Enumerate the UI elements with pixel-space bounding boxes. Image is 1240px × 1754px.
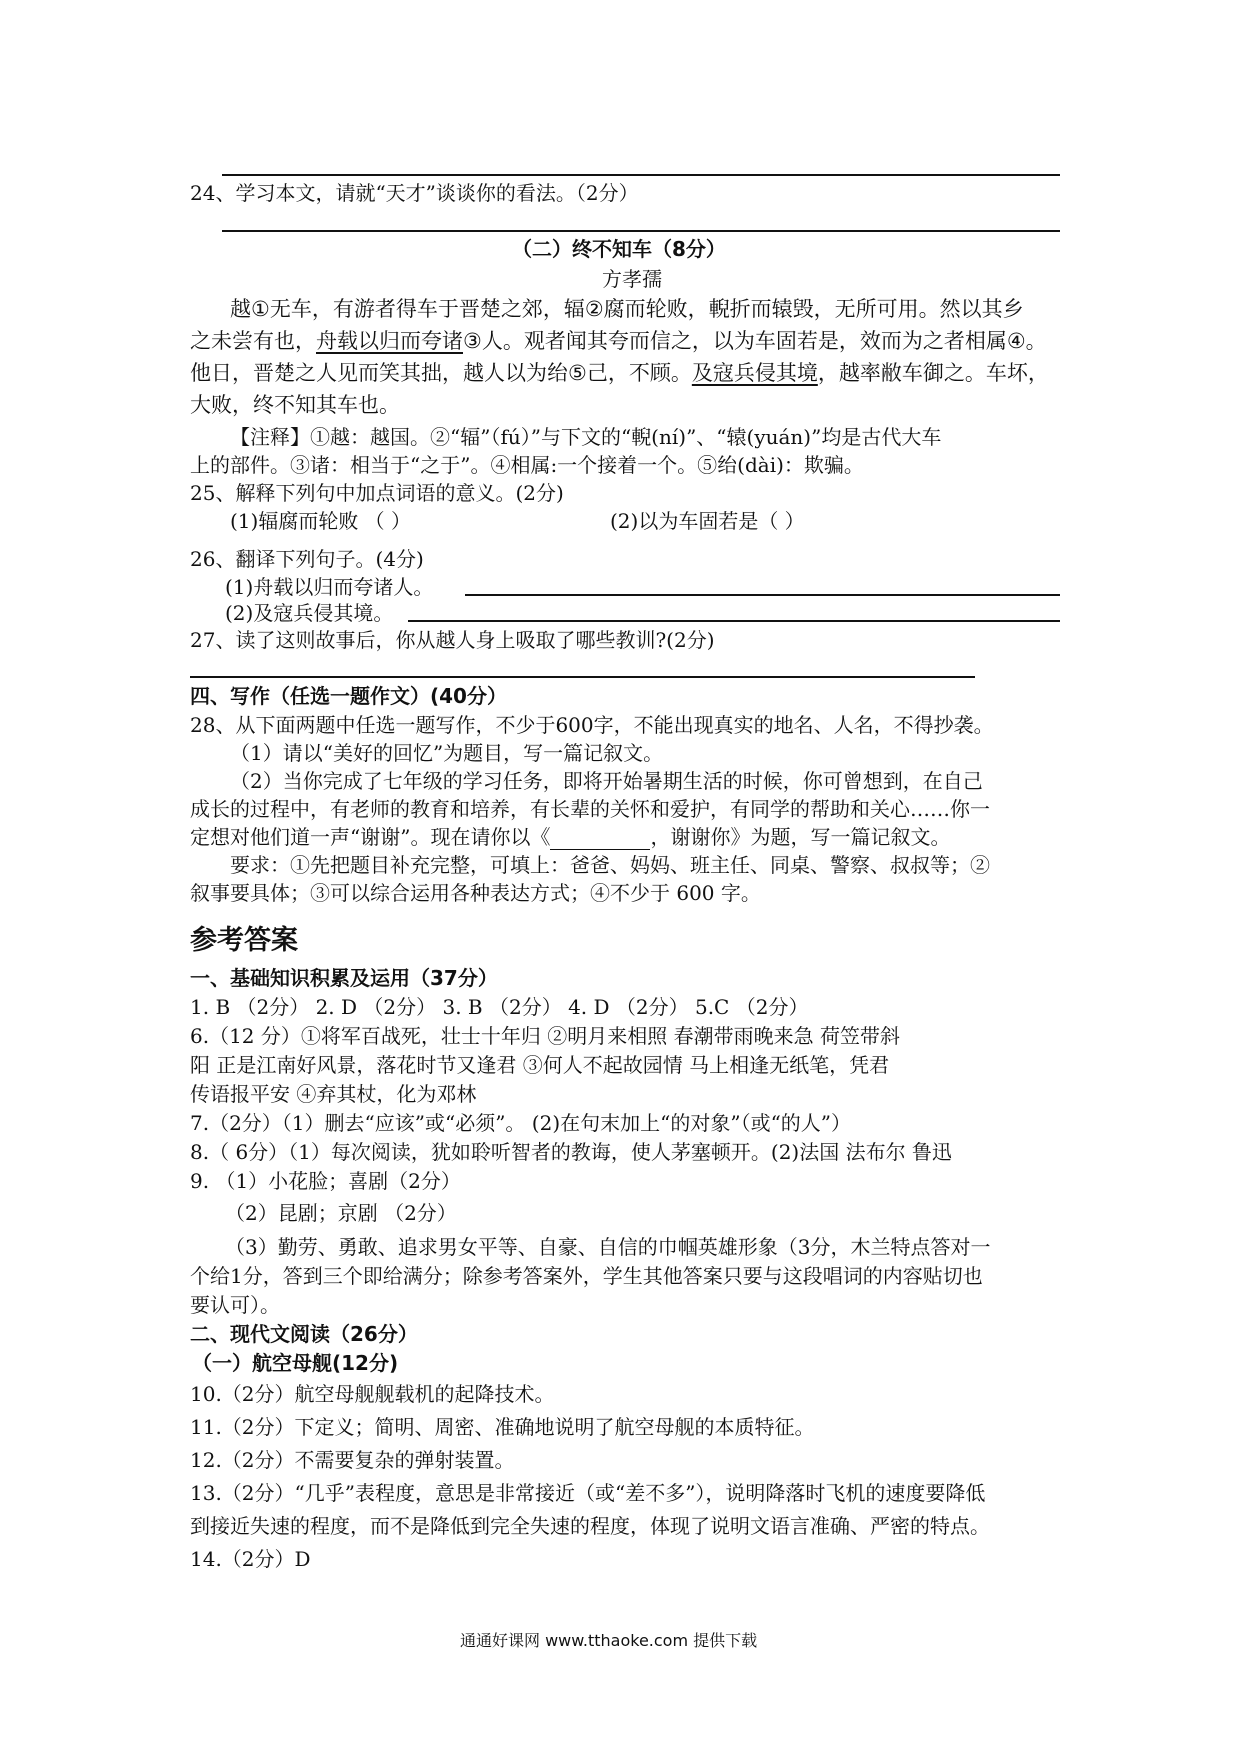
underlined-phrase: 及寇兵侵其境 xyxy=(691,361,818,385)
answer-line-text: 8.（ 6分）（1）每次阅读，犹如聆听智者的教诲，使人茅塞顿开。(2)法国 法布尔 鲁迅 xyxy=(190,1140,952,1164)
answer-line-text: 1. B （2分） 2. D （2分） 3. B （2分） 4. D （2分） 5.C （2分） xyxy=(190,995,809,1019)
section-title: 二、现代文阅读（26分） xyxy=(190,1322,418,1346)
passage-line: 他日，晋楚之人见而笑其拙，越人以为绐⑤己，不顾。及寇兵侵其境，越率敝车御之。车坏， xyxy=(190,361,1049,385)
question-26-item: (2)及寇兵侵其境。 xyxy=(225,601,394,625)
answer-line-text: 9. （1）小花脸；喜剧（2分） xyxy=(190,1169,461,1193)
section-title: 四、写作（任选一题作文）(40分） xyxy=(190,684,507,708)
passage-title: （二）终不知车（8分） xyxy=(512,237,726,261)
question-26-item: (1)舟载以归而夸诸人。 xyxy=(225,575,434,599)
answer-line-text: 12.（2分）不需要复杂的弹射装置。 xyxy=(190,1448,515,1472)
answer-line-text: 传语报平安 ④弃其杖，化为邓林 xyxy=(190,1082,477,1106)
underlined-phrase: 舟载以归而夸诸 xyxy=(316,329,463,353)
writing-requirement: 要求：①先把题目补充完整，可填上：爸爸、妈妈、班主任、同桌、警察、叔叔等；② xyxy=(230,853,990,877)
annotation: 上的部件。③诸：相当于“之于”。④相属:一个接着一个。⑤绐(dài)：欺骗。 xyxy=(190,453,864,477)
answer-line-text: （3）勤劳、勇敢、追求男女平等、自豪、自信的巾帼英雄形象（3分，木兰特点答对一 xyxy=(225,1235,991,1259)
question-26: 26、翻译下列句子。(4分) xyxy=(190,547,424,571)
answer-line-text: 10.（2分）航空母舰舰载机的起降技术。 xyxy=(190,1382,555,1406)
answer-line xyxy=(190,676,975,678)
answer-line-text: 到接近失速的程度，而不是降低到完全失速的程度，体现了说明文语言准确、严密的特点。 xyxy=(190,1514,990,1538)
question-25: 25、解释下列句中加点词语的意义。(2分) xyxy=(190,481,564,505)
answer-line xyxy=(465,594,1060,596)
section-title: 一、基础知识积累及运用（37分） xyxy=(190,966,498,990)
answer-line-text: 7.（2分）（1）删去“应该”或“必须”。 (2)在句末加上“的对象”（或“的人”） xyxy=(190,1111,852,1135)
passage-line: 之未尝有也，舟载以归而夸诸③人。观者闻其夸而信之，以为车固若是，效而为之者相属④。 xyxy=(190,329,1047,353)
answer-line-text: 个给1分，答到三个即给满分；除参考答案外，学生其他答案只要与这段唱词的内容贴切也 xyxy=(190,1264,983,1288)
subsection-title: （一）航空母舰(12分) xyxy=(192,1351,399,1375)
answer-line xyxy=(222,230,1060,232)
title-blank xyxy=(550,831,650,850)
writing-option: 成长的过程中，有老师的教育和培养，有长辈的关怀和爱护，有同学的帮助和关心……你一 xyxy=(190,797,990,821)
writing-requirement: 叙事要具体；③可以综合运用各种表达方式；④不少于 600 字。 xyxy=(190,881,761,905)
annotation: 【注释】①越：越国。②“辐”（fú）”与下文的“輗(ní)”、“辕(yuán)”均是古代大车 xyxy=(230,425,942,449)
question-28: 28、从下面两题中任选一题写作，不少于600字，不能出现真实的地名、人名，不得抄袭。 xyxy=(190,713,994,737)
question-25-item: (1)辐腐而轮败 （ ） xyxy=(230,509,412,533)
passage-line: 越①无车，有游者得车于晋楚之郊，辐②腐而轮败，輗折而辕毁，无所可用。然以其乡 xyxy=(230,297,1024,321)
answer-line-text: 13.（2分）“几乎”表程度，意思是非常接近（或“差不多”），说明降落时飞机的速度要降低 xyxy=(190,1481,986,1505)
writing-option: （2）当你完成了七年级的学习任务，即将开始暑期生活的时候，你可曾想到，在自己 xyxy=(230,769,983,793)
question-24: 24、学习本文，请就“天才”谈谈你的看法。（2分） xyxy=(190,181,639,205)
answer-line-text: 要认可）。 xyxy=(190,1293,280,1317)
question-25-item: (2)以为车固若是（ ） xyxy=(610,509,805,533)
answer-line xyxy=(222,174,1060,176)
answer-line-text: 6.（12 分）①将军百战死，壮士十年归 ②明月来相照 春潮带雨晚来急 荷笠带斜 xyxy=(190,1024,900,1048)
answer-line-text: 14.（2分）D xyxy=(190,1547,311,1571)
writing-option: （1）请以“美好的回忆”为题目，写一篇记叙文。 xyxy=(230,741,664,765)
answer-line xyxy=(408,620,1060,622)
answer-line-text: 阳 正是江南好风景，落花时节又逢君 ③何人不起故园情 马上相逢无纸笔，凭君 xyxy=(190,1053,890,1077)
passage-author: 方孝孺 xyxy=(602,267,662,291)
footer-text: 通通好课网 www.tthaoke.com 提供下载 xyxy=(460,1631,758,1650)
answers-heading: 参考答案 xyxy=(190,925,298,956)
question-27: 27、读了这则故事后，你从越人身上吸取了哪些教训?(2分) xyxy=(190,628,715,652)
writing-option: 定想对他们道一声“谢谢”。现在请你以《 ，谢谢你》为题，写一篇记叙文。 xyxy=(190,825,951,849)
answer-line-text: 11.（2分）下定义；简明、周密、准确地说明了航空母舰的本质特征。 xyxy=(190,1415,815,1439)
answer-line-text: （2）昆剧；京剧 （2分） xyxy=(225,1201,457,1225)
passage-line: 大败，终不知其车也。 xyxy=(190,393,400,417)
